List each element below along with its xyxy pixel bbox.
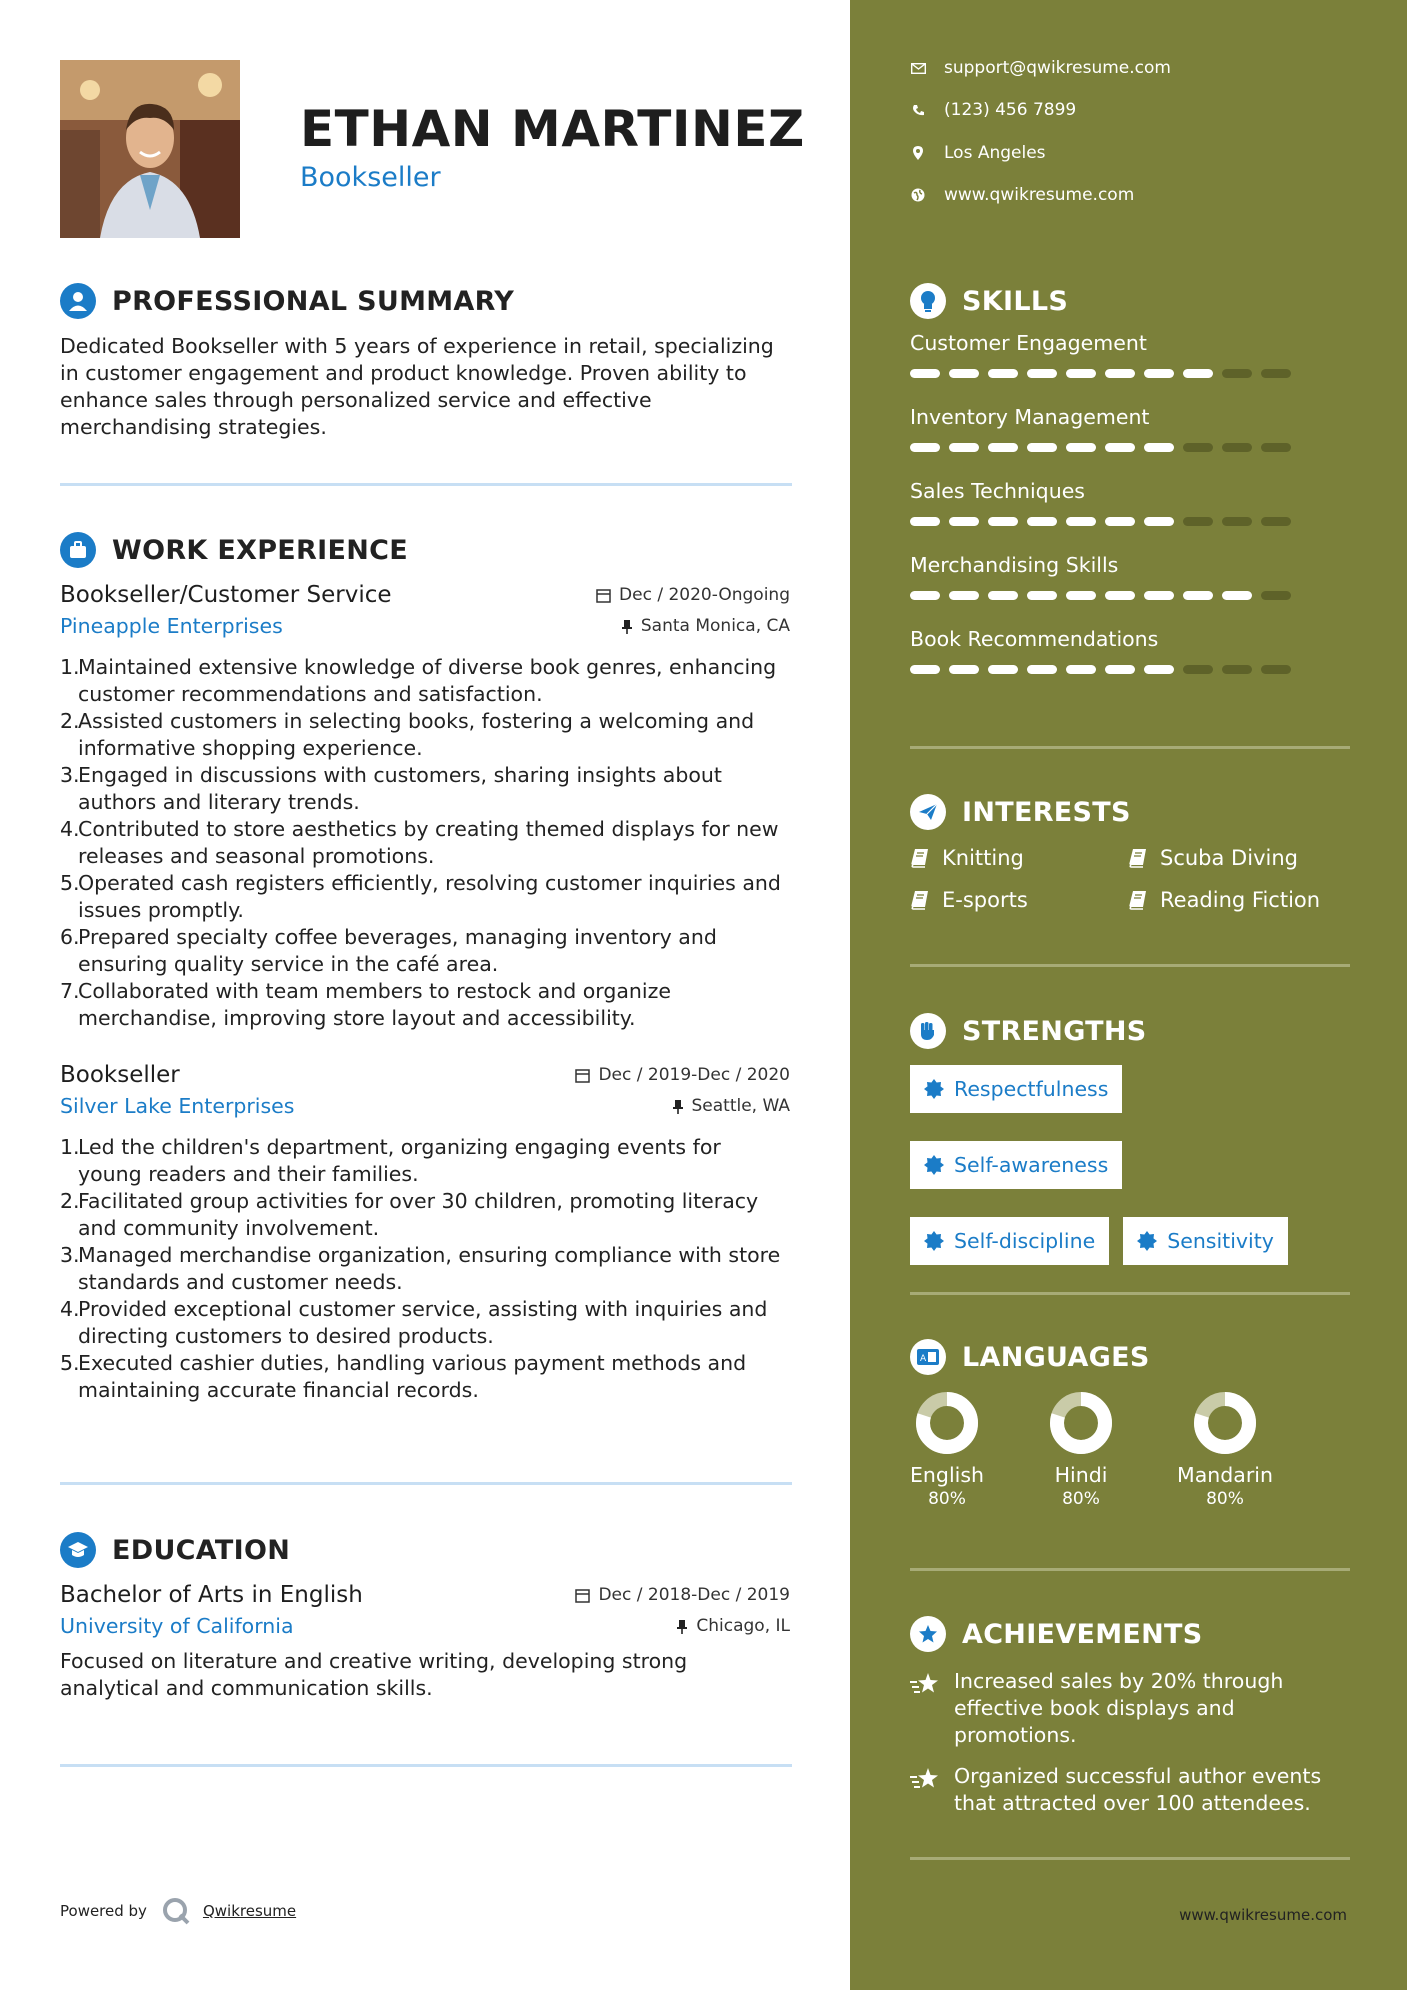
skill-dot xyxy=(949,665,979,674)
skill-dot xyxy=(1105,665,1135,674)
list-item: 7. Collaborated with team members to restock and organize merchandise, improving store layout and accessibility. xyxy=(60,979,671,1030)
skill-dot xyxy=(1027,443,1057,452)
pin-icon xyxy=(621,619,633,634)
education-location xyxy=(676,1616,790,1636)
skills-title: SKILLS xyxy=(962,285,1069,317)
language-percent: 80% xyxy=(1206,1489,1244,1509)
skill-item xyxy=(910,479,1350,526)
pin-icon xyxy=(672,1099,684,1114)
contact-phone[interactable] xyxy=(910,100,1076,120)
job-location-text: Seattle, WA xyxy=(691,1096,790,1116)
list-item: 6. Prepared specialty coffee beverages, managing inventory and ensuring quality service in the café area. xyxy=(60,925,717,976)
skills-list xyxy=(910,331,1350,674)
skill-dot xyxy=(1027,591,1057,600)
job-title: Bookseller xyxy=(60,1062,180,1088)
interests-title: INTERESTS xyxy=(962,796,1131,828)
skill-dot xyxy=(1066,665,1096,674)
book-icon xyxy=(1128,848,1148,868)
skill-dot xyxy=(988,665,1018,674)
skill-dot xyxy=(1144,591,1174,600)
summary-heading xyxy=(60,281,790,321)
strength-label: Sensitivity xyxy=(1167,1229,1274,1253)
job-date xyxy=(596,585,790,605)
strength-tag xyxy=(910,1217,1109,1265)
qwikresume-link[interactable]: Qwikresume xyxy=(202,1902,297,1920)
skill-dot xyxy=(1261,443,1291,452)
website-text: www.qwikresume.com xyxy=(944,185,1135,205)
contact-location xyxy=(910,143,1046,163)
skill-dot xyxy=(1066,369,1096,378)
skill-name: Merchandising Skills xyxy=(910,553,1119,577)
skill-dot xyxy=(1066,443,1096,452)
languages-section xyxy=(910,1337,1350,1509)
list-item: 3. Engaged in discussions with customers, sharing insights about authors and literary trends. xyxy=(60,763,722,814)
profile-photo xyxy=(60,60,240,238)
degree-title: Bachelor of Arts in English xyxy=(60,1582,363,1608)
education-date xyxy=(575,1585,790,1605)
job-location xyxy=(621,616,790,636)
interest-item xyxy=(910,888,1128,912)
skill-dot xyxy=(1183,369,1213,378)
envelope-icon xyxy=(911,63,926,74)
star-icon xyxy=(910,1767,940,1791)
job-company: Pineapple Enterprises xyxy=(60,614,283,638)
strength-label: Respectfulness xyxy=(954,1077,1109,1101)
job-date xyxy=(575,1065,790,1085)
email-text: support@qwikresume.com xyxy=(944,58,1171,78)
skill-dot xyxy=(910,369,940,378)
job-entry xyxy=(60,582,790,1032)
calendar-icon xyxy=(575,1068,590,1083)
skill-dot xyxy=(910,443,940,452)
skill-dot xyxy=(988,443,1018,452)
education-section xyxy=(60,1530,790,1702)
badge-icon xyxy=(924,1079,944,1099)
lightbulb-icon xyxy=(910,283,946,319)
job-location-text: Santa Monica, CA xyxy=(640,616,790,636)
skill-item xyxy=(910,405,1350,452)
achievement-item xyxy=(910,1763,1350,1817)
skill-dot xyxy=(1144,665,1174,674)
skill-item xyxy=(910,627,1350,674)
skill-dot xyxy=(1261,591,1291,600)
badge-icon xyxy=(1137,1231,1157,1251)
skill-rating xyxy=(910,517,1350,526)
language-name: English xyxy=(909,1463,985,1487)
interests-section xyxy=(910,792,1350,912)
summary-section xyxy=(60,281,790,441)
calendar-icon xyxy=(575,1588,590,1603)
interest-item xyxy=(1128,846,1346,870)
strength-label: Self-awareness xyxy=(954,1153,1109,1177)
skill-dot xyxy=(949,443,979,452)
svg-text:A: A xyxy=(920,1354,927,1364)
calendar-icon xyxy=(596,588,611,603)
list-item: 5. Executed cashier duties, handling various payment methods and maintaining accurate financial records. xyxy=(60,1351,747,1402)
skill-rating xyxy=(910,665,1350,674)
language-name: Mandarin xyxy=(1177,1463,1273,1487)
language-donut xyxy=(1049,1391,1113,1455)
strengths-divider xyxy=(910,1292,1350,1295)
skill-dot xyxy=(910,517,940,526)
work-heading xyxy=(60,530,790,570)
strength-tag xyxy=(910,1141,1122,1189)
skill-dot xyxy=(1027,665,1057,674)
skill-dot xyxy=(1183,665,1213,674)
skill-dot xyxy=(1066,517,1096,526)
interests-list xyxy=(910,846,1350,912)
interests-heading xyxy=(910,792,1350,832)
list-item: 1. Led the children's department, organizing engaging events for young readers and their families. xyxy=(60,1135,721,1186)
strengths-title: STRENGTHS xyxy=(962,1015,1147,1047)
graduation-cap-icon xyxy=(60,1532,96,1568)
contact-website[interactable] xyxy=(910,185,1134,205)
language-donut xyxy=(915,1391,979,1455)
work-title: WORK EXPERIENCE xyxy=(112,534,408,566)
skill-dot xyxy=(988,369,1018,378)
skill-dot xyxy=(910,591,940,600)
education-text: Focused on literature and creative writing, developing strong analytical and communication skills. xyxy=(60,1649,688,1700)
phone-text: (123) 456 7899 xyxy=(944,100,1077,120)
job-location xyxy=(672,1096,791,1116)
languages-title: LANGUAGES xyxy=(962,1341,1150,1373)
summary-divider xyxy=(60,483,792,486)
education-date-text: Dec / 2018-Dec / 2019 xyxy=(598,1585,790,1605)
skill-dot xyxy=(1105,517,1135,526)
contact-email[interactable] xyxy=(910,58,1171,78)
skill-dot xyxy=(1222,369,1252,378)
interests-divider xyxy=(910,964,1350,967)
strength-label: Self-discipline xyxy=(954,1229,1096,1253)
user-icon xyxy=(60,283,96,319)
footer-website[interactable]: www.qwikresume.com xyxy=(1179,1906,1347,1924)
skill-dot xyxy=(988,517,1018,526)
job-entry xyxy=(60,1062,790,1404)
language-donut xyxy=(1193,1391,1257,1455)
skill-dot xyxy=(1105,591,1135,600)
list-item: 4. Provided exceptional customer service, assisting with inquiries and directing customers to desired products. xyxy=(60,1297,768,1348)
powered-by-label: Powered by xyxy=(60,1902,147,1920)
job-title: Bookseller/Customer Service xyxy=(60,582,392,608)
achievements-section xyxy=(910,1614,1350,1817)
skill-dot xyxy=(1027,517,1057,526)
globe-icon xyxy=(911,188,925,202)
interest-item xyxy=(910,846,1128,870)
education-divider xyxy=(60,1764,792,1767)
job-duties xyxy=(60,654,790,1032)
sidebar xyxy=(850,0,1407,1990)
skill-dot xyxy=(1183,591,1213,600)
achievements-title: ACHIEVEMENTS xyxy=(962,1618,1203,1650)
badge-icon xyxy=(924,1231,944,1251)
school-name: University of California xyxy=(60,1614,294,1638)
skills-heading xyxy=(910,281,1350,321)
briefcase-icon xyxy=(60,532,96,568)
job-date-text: Dec / 2019-Dec / 2020 xyxy=(598,1065,790,1085)
education-heading xyxy=(60,1530,790,1570)
language-name: Hindi xyxy=(1054,1463,1108,1487)
education-title: EDUCATION xyxy=(112,1534,291,1566)
skill-dot xyxy=(1027,369,1057,378)
skill-dot xyxy=(1261,369,1291,378)
list-item: 3. Managed merchandise organization, ensuring compliance with store standards and customer needs. xyxy=(60,1243,781,1294)
language-item xyxy=(910,1391,984,1509)
achievement-text: Organized successful author events that attracted over 100 attendees. xyxy=(954,1764,1322,1815)
skill-dot xyxy=(949,517,979,526)
language-percent: 80% xyxy=(1062,1489,1100,1509)
summary-title: PROFESSIONAL SUMMARY xyxy=(112,285,515,317)
book-icon xyxy=(910,890,930,910)
skill-name: Sales Techniques xyxy=(910,479,1085,503)
skill-rating xyxy=(910,443,1350,452)
powered-by xyxy=(60,1896,296,1926)
skill-dot xyxy=(1144,517,1174,526)
skill-dot xyxy=(1144,443,1174,452)
skill-dot xyxy=(1144,369,1174,378)
candidate-name: ETHAN MARTINEZ xyxy=(300,100,805,158)
work-divider xyxy=(60,1482,792,1485)
map-marker-icon xyxy=(913,146,923,160)
interest-label: Scuba Diving xyxy=(1160,846,1298,870)
interest-label: E-sports xyxy=(942,888,1028,912)
achievement-text: Increased sales by 20% through effective book displays and promotions. xyxy=(954,1669,1284,1747)
skill-dot xyxy=(949,591,979,600)
language-item xyxy=(1044,1391,1118,1509)
list-item: 2. Facilitated group activities for over 30 children, promoting literacy and community involvement. xyxy=(60,1189,759,1240)
languages-list xyxy=(910,1391,1350,1509)
strength-tag xyxy=(1123,1217,1288,1265)
book-icon xyxy=(910,848,930,868)
languages-divider xyxy=(910,1568,1350,1571)
fist-icon xyxy=(910,1013,946,1049)
star-icon xyxy=(910,1672,940,1696)
candidate-role: Bookseller xyxy=(300,162,441,193)
star-badge-icon xyxy=(910,1616,946,1652)
languages-heading xyxy=(910,1337,1350,1377)
skill-dot xyxy=(1066,591,1096,600)
job-company: Silver Lake Enterprises xyxy=(60,1094,295,1118)
book-icon xyxy=(1128,890,1148,910)
skill-item xyxy=(910,553,1350,600)
paper-plane-icon xyxy=(910,794,946,830)
skill-name: Inventory Management xyxy=(910,405,1150,429)
skill-rating xyxy=(910,591,1350,600)
skill-dot xyxy=(910,665,940,674)
education-location-text: Chicago, IL xyxy=(696,1616,790,1636)
skill-dot xyxy=(1261,665,1291,674)
achievements-divider xyxy=(910,1857,1350,1860)
skill-dot xyxy=(1105,369,1135,378)
skills-section xyxy=(910,281,1350,674)
list-item: 2. Assisted customers in selecting books, fostering a welcoming and informative shopping experience. xyxy=(60,709,755,760)
list-item: 4. Contributed to store aesthetics by creating themed displays for new releases and seasonal promotions. xyxy=(60,817,779,868)
skill-dot xyxy=(988,591,1018,600)
summary-text: Dedicated Bookseller with 5 years of experience in retail, specializing in customer engagement and product knowledge. Proven ability to enhance sales through personalized service and effective merchandising strategies. xyxy=(60,334,774,439)
skill-dot xyxy=(1183,517,1213,526)
skill-dot xyxy=(1222,591,1252,600)
skills-divider xyxy=(910,746,1350,749)
strengths-section xyxy=(910,1011,1350,1265)
phone-icon xyxy=(912,104,925,117)
skill-name: Customer Engagement xyxy=(910,331,1147,355)
list-item: 5. Operated cash registers efficiently, resolving customer inquiries and issues promptly. xyxy=(60,871,781,922)
skill-dot xyxy=(1261,517,1291,526)
skill-dot xyxy=(949,369,979,378)
job-duties xyxy=(60,1134,790,1404)
achievements-heading xyxy=(910,1614,1350,1654)
qwikresume-logo-icon xyxy=(161,1896,191,1926)
location-text: Los Angeles xyxy=(944,143,1046,163)
pin-icon xyxy=(676,1619,688,1634)
skill-rating xyxy=(910,369,1350,378)
language-item xyxy=(1170,1391,1280,1509)
interest-item xyxy=(1128,888,1346,912)
interest-label: Reading Fiction xyxy=(1160,888,1321,912)
achievement-item xyxy=(910,1668,1350,1749)
strengths-heading xyxy=(910,1011,1350,1051)
translate-icon xyxy=(910,1339,946,1375)
skill-dot xyxy=(1222,665,1252,674)
language-percent: 80% xyxy=(928,1489,966,1509)
list-item: 1. Maintained extensive knowledge of diverse book genres, enhancing customer recommendations and satisfaction. xyxy=(60,655,777,706)
strengths-list xyxy=(910,1065,1350,1265)
skill-dot xyxy=(1222,443,1252,452)
strength-tag xyxy=(910,1065,1122,1113)
skill-name: Book Recommendations xyxy=(910,627,1159,651)
badge-icon xyxy=(924,1155,944,1175)
skill-dot xyxy=(1105,443,1135,452)
work-section xyxy=(60,530,790,1404)
interest-label: Knitting xyxy=(942,846,1024,870)
skill-dot xyxy=(1183,443,1213,452)
job-date-text: Dec / 2020-Ongoing xyxy=(619,585,790,605)
skill-dot xyxy=(1222,517,1252,526)
skill-item xyxy=(910,331,1350,378)
